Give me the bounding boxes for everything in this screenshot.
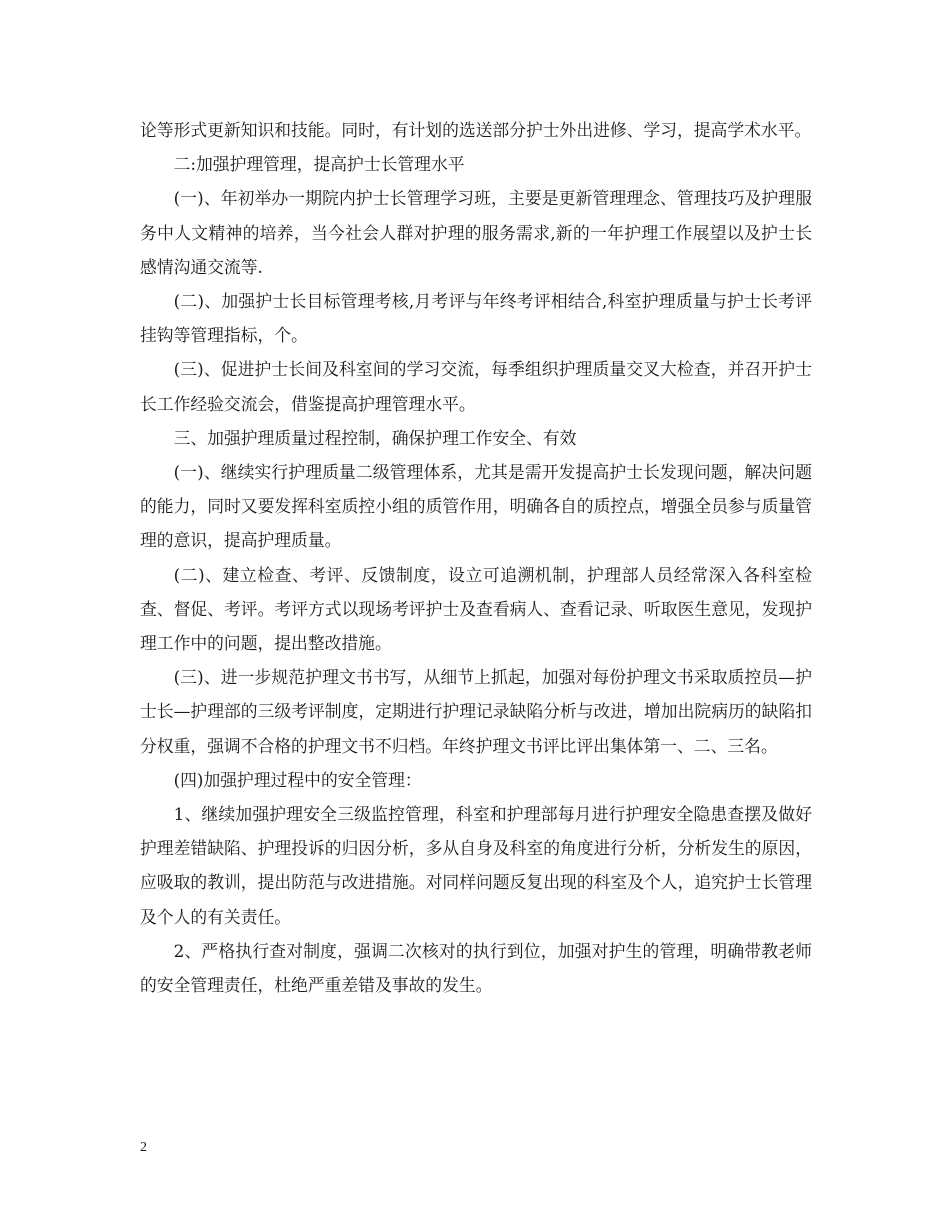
section-heading-3: 三、加强护理质量过程控制，确保护理工作安全、有效 (173, 427, 577, 448)
subsection-heading-3-4: (四)加强护理过程中的安全管理： (173, 769, 422, 790)
paragraph-2-3: (三)、促进护士长间及科室间的学习交流，每季组织护理质量交叉大检查，并召开护士长工作经验交流会，借鉴提高护理管理水平。 (140, 359, 812, 414)
section-heading-2: 二:加强护理管理，提高护士长管理水平 (173, 154, 465, 175)
document-body (140, 113, 812, 1002)
paragraph-3-1: (一)、继续实行护理质量二级管理体系，尤其是需开发提高护士长发现问题，解决问题的能力，同时又要发挥科室质控小组的质管作用，明确各自的质控点，增强全员参与质量管理的意识，提高护理质量。 (140, 462, 812, 551)
paragraph-2-1: (一)、年初举办一期院内护士长管理学习班，主要是更新管理理念、管理技巧及护理服务中人文精神的培养，当今社会人群对护理的服务需求,新的一年护理工作展望以及护士长感情沟通交流等. (140, 188, 812, 277)
list-item-1: 1、继续加强护理安全三级监控管理，科室和护理部每月进行护理安全隐患查摆及做好护理差错缺陷、护理投诉的归因分析，多从自身及科室的角度进行分析，分析发生的原因，应吸取的教训，提出防范与改进措施。对同样问题反复出现的科室及个人，追究护士长管理及个人的有关责任。 (140, 804, 812, 927)
paragraph-2-2: (二)、加强护士长目标管理考核,月考评与年终考评相结合,科室护理质量与护士长考评挂钩等管理指标，个。 (140, 291, 812, 346)
page-number: 2 (140, 1140, 147, 1155)
list-item-2: 2、严格执行查对制度，强调二次核对的执行到位，加强对护生的管理，明确带教老师的安全管理责任，杜绝严重差错及事故的发生。 (140, 940, 812, 996)
paragraph-3-3: (三)、进一步规范护理文书书写，从细节上抓起，加强对每份护理文书采取质控员—护士长—护理部的三级考评制度，定期进行护理记录缺陷分析与改进，增加出院病历的缺陷扣分权重，强调不合格的护理文书不归档。年终护理文书评比评出集体第一、二、三名。 (140, 667, 812, 756)
paragraph-3-2: (二)、建立检查、考评、反馈制度，设立可追溯机制，护理部人员经常深入各科室检查、督促、考评。考评方式以现场考评护士及查看病人、查看记录、听取医生意见，发现护理工作中的问题，提出整改措施。 (140, 564, 812, 654)
paragraph-1: 论等形式更新知识和技能。同时，有计划的选送部分护士外出进修、学习，提高学术水平。 (140, 120, 812, 140)
